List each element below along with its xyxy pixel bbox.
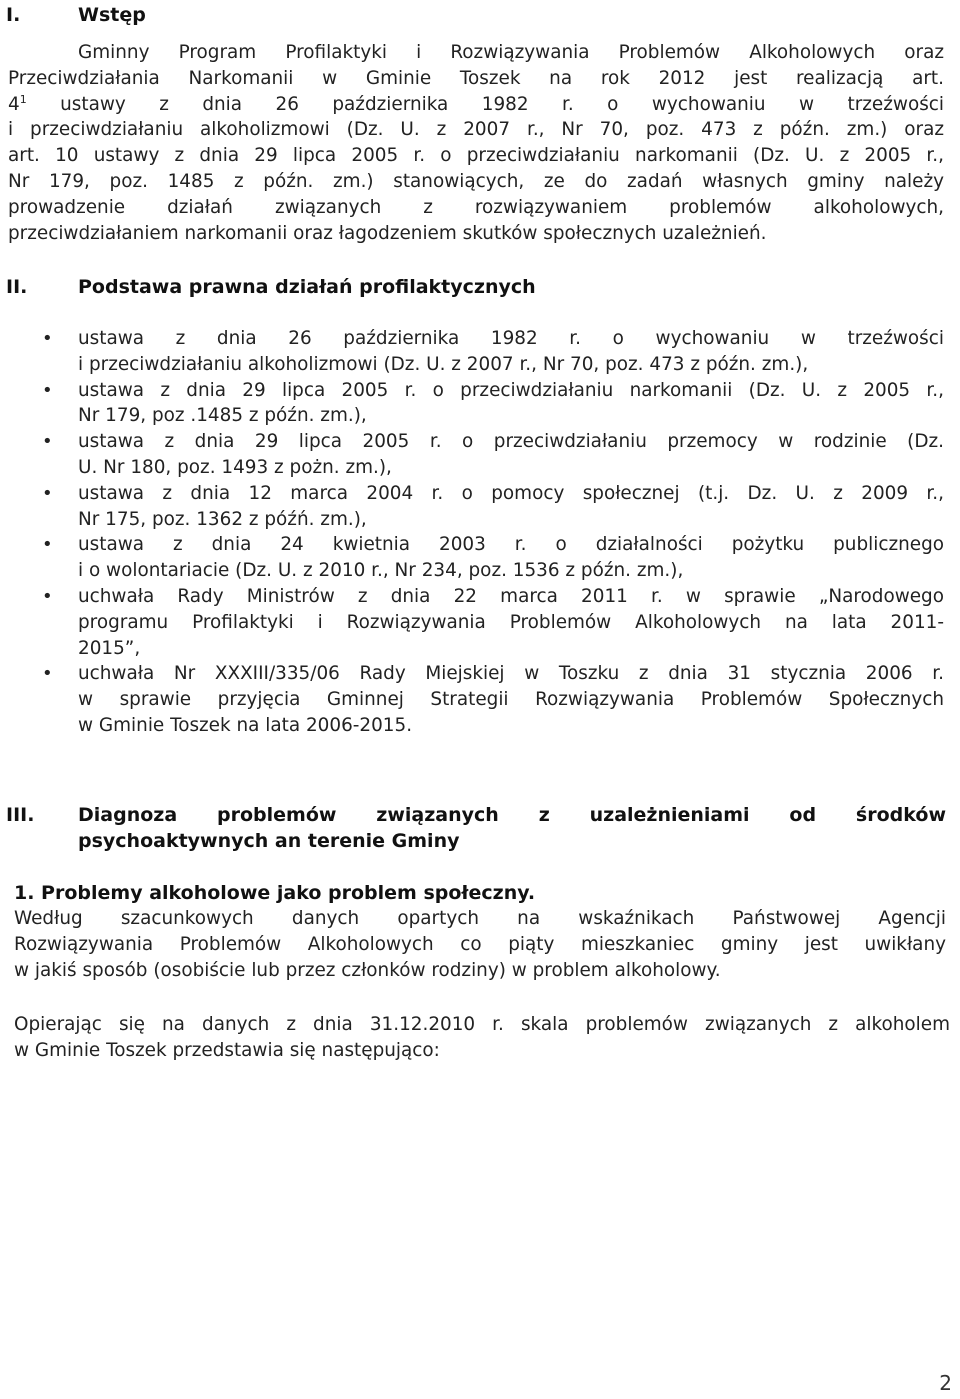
text-line: Gminny Program Profilaktyki i Rozwiązywania Problemów Alkoholowych oraz	[78, 42, 944, 63]
section-number: II.	[6, 276, 28, 298]
list-item	[40, 429, 944, 481]
intro-paragraph	[8, 40, 944, 246]
text-line: przeciwdziałaniem narkomanii oraz łagodzeniem skutków społecznych uzależnień.	[8, 222, 767, 244]
text-line: prowadzenie działań związanych z rozwiązywaniem problemów alkoholowych,	[8, 196, 944, 218]
list-item	[40, 532, 944, 584]
bullet-icon: •	[42, 663, 53, 685]
text-line: ustawa z dnia 24 kwietnia 2003 r. o działalności pożytku publicznego	[78, 534, 944, 556]
text-line: programu Profilaktyki i Rozwiązywania Problemów Alkoholowych na lata 2011-	[78, 611, 944, 633]
section-title: Wstęp	[78, 4, 146, 26]
text-line: 2015”,	[78, 637, 141, 659]
section-title: Podstawa prawna działań profilaktycznych	[78, 276, 536, 298]
scale-paragraph	[14, 1012, 950, 1064]
text-line	[8, 92, 944, 118]
text-line: Rozwiązywania Problemów Alkoholowych co piąty mieszkaniec gminy jest uwikłany	[14, 933, 946, 955]
list-item	[40, 378, 944, 430]
text-line: Nr 179, poz .1485 z późn. zm.),	[78, 405, 367, 427]
bullet-icon: •	[42, 482, 53, 504]
section-title-line: Diagnoza problemów związanych z uzależnieniami od środków	[78, 804, 946, 826]
text-line: uchwała Nr XXXIII/335/06 Rady Miejskiej w Toszku z dnia 31 stycznia 2006 r.	[78, 663, 944, 685]
section-number: I.	[6, 4, 21, 26]
text-line: art. 10 ustawy z dnia 29 lipca 2005 r. o przeciwdziałaniu narkomanii (Dz. U. z 2005 r.,	[8, 145, 944, 167]
text-line: U. Nr 180, poz. 1493 z pożn. zm.),	[78, 456, 392, 478]
section-heading-diagnosis	[6, 802, 952, 854]
text-line: Według szacunkowych danych opartych na wskaźnikach Państwowej Agencji	[14, 908, 946, 929]
article-superscript: 1	[19, 92, 27, 106]
page-number: 2	[939, 1371, 952, 1395]
list-item	[40, 584, 944, 661]
bullet-icon: •	[42, 328, 53, 349]
text-line: Nr 175, poz. 1362 z późń. zm.),	[78, 508, 367, 530]
text-line: w jakiś sposób (osobiście lub przez członków rodziny) w problem alkoholowy.	[14, 959, 721, 981]
bullet-icon: •	[42, 431, 53, 453]
legal-acts-list	[40, 326, 944, 739]
text-line: Przeciwdziałania Narkomanii w Gminie Toszek na rok 2012 jest realizacją art.	[8, 67, 944, 89]
list-item	[40, 481, 944, 533]
text-line: ustawa z dnia 12 marca 2004 r. o pomocy społecznej (t.j. Dz. U. z 2009 r.,	[78, 482, 944, 504]
text-line: ustawa z dnia 29 lipca 2005 r. o przeciwdziałaniu przemocy w rodzinie (Dz.	[78, 431, 944, 453]
section-heading-intro	[6, 2, 146, 28]
text-line: uchwała Rady Ministrów z dnia 22 marca 2011 r. w sprawie „Narodowego	[78, 585, 944, 607]
text-line: w sprawie przyjęcia Gminnej Strategii Rozwiązywania Problemów Społecznych	[78, 689, 944, 711]
text-line: Nr 179, poz. 1485 z późn. zm.) stanowiących, ze do zadań własnych gminy należy	[8, 170, 944, 192]
list-item	[40, 661, 944, 738]
text-fragment: ustawy z dnia 26 października 1982 r. o wychowaniu w trzeźwości	[26, 93, 944, 115]
bullet-icon: •	[42, 379, 53, 401]
bullet-icon: •	[42, 534, 53, 556]
alcohol-paragraph	[14, 906, 946, 983]
text-line: w Gminie Toszek na lata 2006-2015.	[78, 714, 413, 736]
text-line: i o wolontariacie (Dz. U. z 2010 r., Nr 234, poz. 1536 z późn. zm.),	[78, 560, 684, 582]
section-title-line: psychoaktywnych an terenie Gminy	[78, 830, 460, 852]
section-heading-legal-basis	[6, 274, 536, 300]
bullet-icon: •	[42, 585, 53, 607]
text-line: w Gminie Toszek przedstawia się następująco:	[14, 1039, 440, 1061]
text-line: i przeciwdziałaniu alkoholizmowi (Dz. U. z 2007 r., Nr 70, poz. 473 z późn. zm.),	[78, 353, 809, 375]
section-number: III.	[6, 804, 35, 826]
text-line: ustawa z dnia 29 lipca 2005 r. o przeciwdziałaniu narkomanii (Dz. U. z 2005 r.,	[78, 379, 944, 401]
text-line: ustawa z dnia 26 października 1982 r. o wychowaniu w trzeźwości	[78, 328, 944, 349]
list-item	[40, 326, 944, 378]
text-line: i przeciwdziałaniu alkoholizmowi (Dz. U. z 2007 r., Nr 70, poz. 473 z późn. zm.) oraz	[8, 119, 944, 141]
subsection-title: 1. Problemy alkoholowe jako problem społeczny.	[14, 882, 536, 904]
text-line: Opierając się na danych z dnia 31.12.2010 r. skala problemów związanych z alkoholem	[14, 1014, 950, 1035]
article-number: 4	[8, 93, 20, 115]
